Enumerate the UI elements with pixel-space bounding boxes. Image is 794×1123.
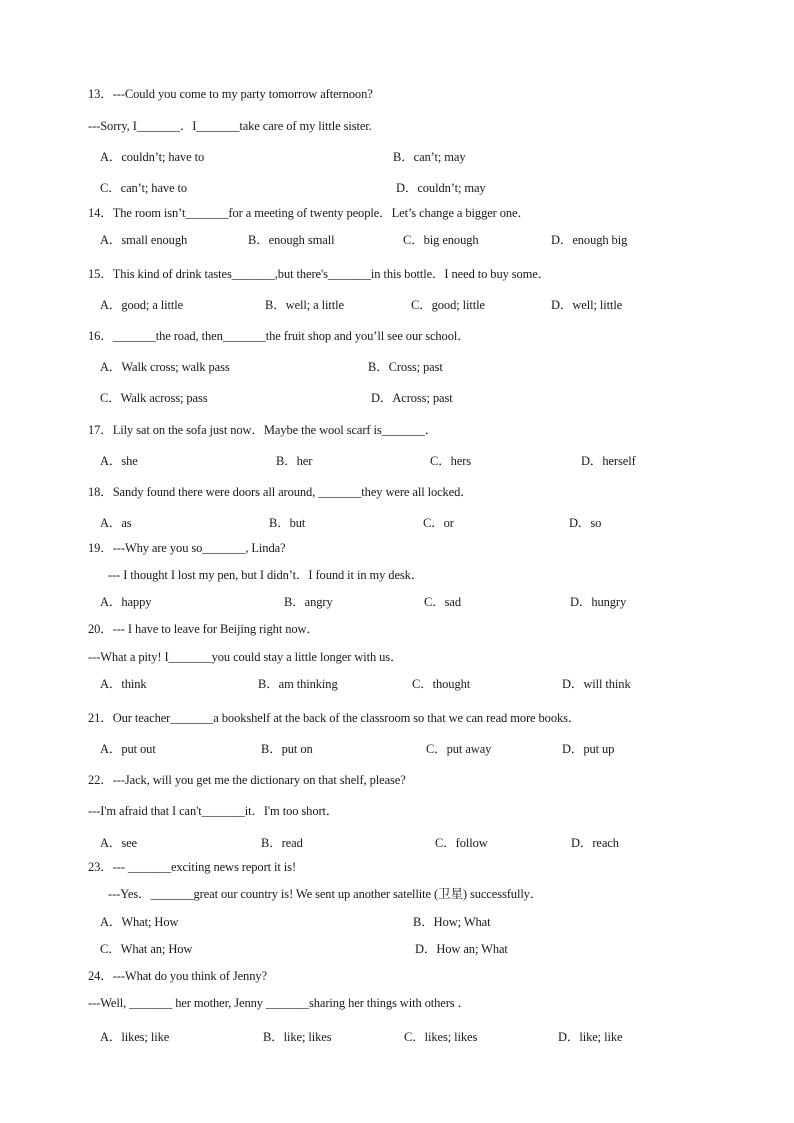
question-16-option-c[interactable]: C．Walk across; pass	[100, 391, 208, 405]
question-24-option-d[interactable]: D．like; like	[558, 1030, 623, 1044]
question-17-option-a[interactable]: A．she	[100, 454, 138, 468]
question-17-option-c[interactable]: C．hers	[430, 454, 472, 468]
question-21-option-d[interactable]: D．put up	[562, 742, 615, 756]
question-15-option-d[interactable]: D．well; little	[551, 298, 623, 312]
question-17-line-1: 17．Lily sat on the sofa just now．Maybe the wool scarf is_______．	[88, 423, 438, 437]
question-13-option-d[interactable]: D．couldn’t; may	[396, 181, 486, 195]
question-24-option-a[interactable]: A．likes; like	[100, 1030, 170, 1044]
question-19-line-1: 19．---Why are you so_______, Linda?	[88, 541, 286, 555]
question-18-line-1: 18．Sandy found there were doors all around, _______they were all locked．	[88, 485, 473, 499]
question-21-option-a[interactable]: A．put out	[100, 742, 156, 756]
question-14-option-b[interactable]: B．enough small	[248, 233, 335, 247]
question-20-line-2: ---What a pity! I_______you could stay a little longer with us．	[88, 650, 403, 664]
question-24-option-b[interactable]: B．like; likes	[263, 1030, 332, 1044]
question-23-line-1: 23．--- _______exciting news report it is!	[88, 860, 297, 874]
question-13-option-b[interactable]: B．can’t; may	[393, 150, 466, 164]
question-16-option-b[interactable]: B．Cross; past	[368, 360, 443, 374]
question-23-line-2: ---Yes．_______great our country is! We sent up another satellite (卫星) successfully．	[108, 887, 543, 901]
question-16-option-d[interactable]: D．Across; past	[371, 391, 453, 405]
question-14-option-d[interactable]: D．enough big	[551, 233, 628, 247]
question-18-option-d[interactable]: D．so	[569, 516, 602, 530]
question-22-line-1: 22．---Jack, will you get me the dictionary on that shelf, please?	[88, 773, 406, 787]
question-20-option-d[interactable]: D．will think	[562, 677, 631, 691]
question-20-option-b[interactable]: B．am thinking	[258, 677, 338, 691]
question-13-option-a[interactable]: A．couldn’t; have to	[100, 150, 205, 164]
question-19-option-d[interactable]: D．hungry	[570, 595, 627, 609]
question-21-option-c[interactable]: C．put away	[426, 742, 492, 756]
question-17-option-b[interactable]: B．her	[276, 454, 313, 468]
question-15-option-c[interactable]: C．good; little	[411, 298, 485, 312]
question-17-option-d[interactable]: D．herself	[581, 454, 636, 468]
question-18-option-c[interactable]: C．or	[423, 516, 454, 530]
question-15-line-1: 15．This kind of drink tastes_______,but there's_______in this bottle．I need to buy some．	[88, 267, 551, 281]
question-13-line-1: 13．---Could you come to my party tomorrow afternoon?	[88, 87, 373, 101]
question-24-line-2: ---Well, _______ her mother, Jenny _______sharing her things with others ．	[88, 996, 470, 1010]
question-13-option-c[interactable]: C．can’t; have to	[100, 181, 188, 195]
question-24-option-c[interactable]: C．likes; likes	[404, 1030, 478, 1044]
question-20-option-c[interactable]: C．thought	[412, 677, 471, 691]
question-19-option-b[interactable]: B．angry	[284, 595, 333, 609]
question-19-option-a[interactable]: A．happy	[100, 595, 152, 609]
question-23-option-c[interactable]: C．What an; How	[100, 942, 193, 956]
question-23-option-b[interactable]: B．How; What	[413, 915, 491, 929]
question-24-line-1: 24．---What do you think of Jenny?	[88, 969, 267, 983]
question-20-line-1: 20．--- I have to leave for Beijing right now．	[88, 622, 319, 636]
question-22-option-d[interactable]: D．reach	[571, 836, 619, 850]
question-14-option-c[interactable]: C．big enough	[403, 233, 479, 247]
question-16-line-1: 16．_______the road, then_______the fruit shop and you’ll see our school．	[88, 329, 470, 343]
question-15-option-a[interactable]: A．good; a little	[100, 298, 184, 312]
question-18-option-b[interactable]: B．but	[269, 516, 306, 530]
question-15-option-b[interactable]: B．well; a little	[265, 298, 344, 312]
question-22-option-a[interactable]: A．see	[100, 836, 137, 850]
question-22-option-b[interactable]: B．read	[261, 836, 303, 850]
question-16-option-a[interactable]: A．Walk cross; walk pass	[100, 360, 230, 374]
question-23-option-d[interactable]: D．How an; What	[415, 942, 508, 956]
question-18-option-a[interactable]: A．as	[100, 516, 132, 530]
question-21-line-1: 21．Our teacher_______a bookshelf at the back of the classroom so that we can read more books．	[88, 711, 581, 725]
question-13-line-2: ---Sorry, I_______．I_______take care of my little sister.	[88, 119, 372, 133]
question-14-option-a[interactable]: A．small enough	[100, 233, 188, 247]
question-19-line-2: --- I thought I lost my pen, but I didn’t．I found it in my desk．	[108, 568, 424, 582]
question-19-option-c[interactable]: C．sad	[424, 595, 462, 609]
question-21-option-b[interactable]: B．put on	[261, 742, 313, 756]
question-23-option-a[interactable]: A．What; How	[100, 915, 179, 929]
question-20-option-a[interactable]: A．think	[100, 677, 147, 691]
question-22-line-2: ---I'm afraid that I can't_______it．I'm too short．	[88, 804, 339, 818]
question-14-line-1: 14．The room isn’t_______for a meeting of twenty people．Let’s change a bigger one．	[88, 206, 530, 220]
question-22-option-c[interactable]: C．follow	[435, 836, 488, 850]
